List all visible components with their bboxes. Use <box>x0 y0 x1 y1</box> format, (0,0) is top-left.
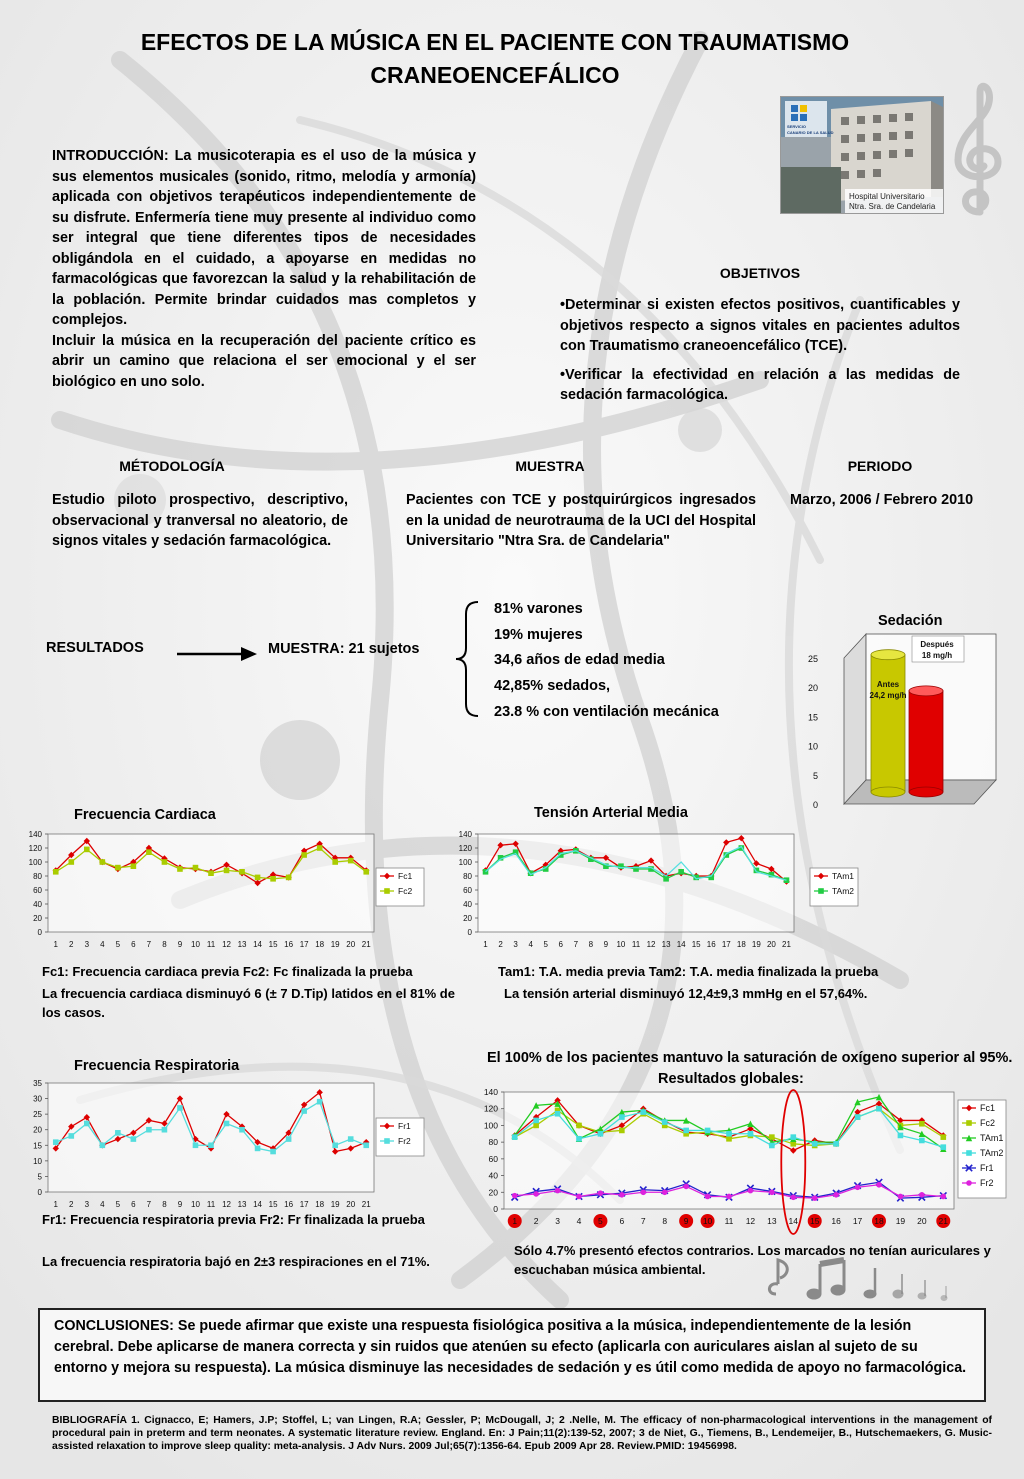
data-point <box>705 1194 711 1200</box>
x-tick-label: 12 <box>222 940 231 949</box>
data-point <box>317 1099 323 1105</box>
y-tick-label: 120 <box>28 844 42 853</box>
x-tick-label: 18 <box>315 1200 325 1209</box>
x-tick-label: 3 <box>513 940 518 949</box>
data-label: 24,2 mg/h <box>869 691 907 700</box>
x-tick-label: 20 <box>766 940 776 949</box>
periodo-heading: PERIODO <box>847 458 913 474</box>
y-tick-label: 40 <box>488 1170 498 1181</box>
legend-marker <box>966 1150 972 1156</box>
y-tick-label: 25 <box>807 654 818 664</box>
fr-chart-title: Frecuencia Respiratoria <box>74 1058 240 1074</box>
data-point <box>748 1131 754 1137</box>
data-point <box>662 1119 668 1125</box>
data-point <box>348 1136 354 1142</box>
sedacion-chart <box>796 628 1002 812</box>
data-point <box>833 1192 839 1198</box>
x-tick-label: 8 <box>162 1200 167 1209</box>
y-tick-label: 0 <box>37 928 42 937</box>
x-tick-label: 7 <box>146 940 152 949</box>
logo-caption-line1: Hospital Universitario <box>849 192 925 201</box>
data-point <box>286 875 292 881</box>
data-point <box>919 1138 925 1144</box>
x-tick-label: 5 <box>543 940 548 949</box>
legend-label: Fc1 <box>980 1103 996 1113</box>
x-tick-label: 17 <box>299 940 309 949</box>
legend-marker <box>384 888 390 894</box>
legend-label: TAm1 <box>980 1133 1004 1143</box>
data-point <box>555 1188 561 1194</box>
x-tick-label: 2 <box>498 940 503 949</box>
y-tick-label: 25 <box>33 1110 42 1120</box>
resultado-item: 42,85% sedados, <box>494 678 611 695</box>
data-point <box>748 1188 754 1194</box>
y-tick-label: 100 <box>28 858 42 867</box>
y-tick-label: 30 <box>33 1094 42 1104</box>
data-point <box>576 1194 582 1200</box>
data-point <box>255 1146 261 1152</box>
resultados-label: RESULTADOS <box>46 640 144 656</box>
y-tick-label: 40 <box>33 900 42 909</box>
hospital-logo <box>780 96 944 214</box>
data-point <box>678 869 684 875</box>
data-point <box>876 1182 882 1188</box>
data-point <box>663 876 669 882</box>
data-point <box>301 852 307 858</box>
data-point <box>726 1136 732 1142</box>
y-tick-label: 60 <box>463 886 472 895</box>
y-tick-label: 0 <box>467 928 472 937</box>
y-tick-label: 5 <box>37 1172 42 1182</box>
metodologia-heading: MÉTODOLOGÍA <box>119 458 225 474</box>
objetivos-heading: OBJETIVOS <box>719 265 801 281</box>
y-tick-label: 0 <box>812 800 818 810</box>
logo-caption-line2: Ntra. Sra. de Candelaria <box>849 202 936 211</box>
data-point <box>100 859 106 865</box>
x-tick-label: 10 <box>616 940 626 949</box>
y-tick-label: 0 <box>493 1204 498 1214</box>
y-tick-label: 20 <box>33 914 42 923</box>
x-tick-label: 20 <box>346 1200 356 1209</box>
data-point <box>84 1121 90 1127</box>
x-tick-label: 6 <box>131 1200 136 1209</box>
data-point <box>855 1184 861 1190</box>
global-note: Sólo 4.7% presentó efectos contrarios. Los marcados no tenían auriculares y escuchaban música ambiental. <box>514 1243 991 1277</box>
data-point <box>833 1141 839 1147</box>
data-point <box>84 847 90 853</box>
data-point <box>53 869 59 875</box>
data-point <box>705 1128 711 1134</box>
x-tick-label: 12 <box>646 940 656 949</box>
logo-brand-line2: CANARIO DE LA SALUD <box>787 130 834 135</box>
data-point <box>919 1121 925 1127</box>
x-tick-label: 19 <box>330 1200 340 1209</box>
data-point <box>193 865 199 871</box>
data-point <box>576 1136 582 1142</box>
data-label: Antes <box>876 680 900 689</box>
data-point <box>208 1142 214 1148</box>
data-point <box>512 1134 518 1140</box>
y-tick-label: 20 <box>463 914 472 923</box>
x-tick-label: 21 <box>938 1216 949 1226</box>
introduction-section <box>52 146 476 392</box>
data-point <box>662 1189 668 1195</box>
fc-chart <box>20 826 430 954</box>
objetivo-item-2: •Verificar la efectividad en relación a las medidas de sedación farmacológica. <box>560 366 960 403</box>
y-tick-label: 120 <box>483 1103 498 1114</box>
x-tick-label: 17 <box>721 940 731 949</box>
x-tick-label: 3 <box>555 1216 560 1226</box>
data-point <box>640 1189 646 1195</box>
resultados-list <box>494 597 719 726</box>
x-tick-label: 8 <box>662 1216 668 1226</box>
x-tick-label: 17 <box>299 1200 309 1209</box>
x-tick-label: 3 <box>84 1200 90 1209</box>
tam-note: La tensión arterial disminuyó 12,4±9,3 mmHg en el 57,64%. <box>504 986 868 1001</box>
fr-chart <box>20 1076 430 1210</box>
data-point <box>533 1123 539 1129</box>
y-tick-label: 60 <box>488 1153 498 1164</box>
x-tick-label: 11 <box>206 1200 216 1209</box>
data-point <box>919 1192 925 1198</box>
resultado-item: 34,6 años de edad media <box>494 652 665 669</box>
x-tick-label: 1 <box>53 1200 58 1209</box>
x-tick-label: 21 <box>782 940 791 949</box>
x-tick-label: 7 <box>146 1200 152 1209</box>
x-tick-label: 20 <box>346 940 356 949</box>
y-tick-label: 20 <box>488 1187 498 1198</box>
x-tick-label: 13 <box>237 940 247 949</box>
x-tick-label: 9 <box>603 940 609 949</box>
legend-label: TAm1 <box>832 871 855 881</box>
y-tick-label: 80 <box>488 1137 498 1148</box>
data-label: 18 mg/h <box>921 651 953 660</box>
x-tick-label: 14 <box>676 940 686 949</box>
data-point <box>255 875 261 881</box>
brace-icon <box>452 600 482 723</box>
x-tick-label: 9 <box>177 1200 183 1209</box>
data-point <box>619 1114 625 1120</box>
objetivos-list <box>560 295 960 406</box>
x-tick-label: 4 <box>576 1216 582 1226</box>
legend-label: Fr1 <box>980 1163 994 1173</box>
y-tick-label: 100 <box>458 858 472 867</box>
data-point <box>619 1128 625 1134</box>
data-point <box>512 1193 518 1199</box>
y-tick-label: 100 <box>483 1120 498 1131</box>
data-point <box>576 1123 582 1129</box>
x-tick-label: 5 <box>115 1200 121 1209</box>
fc-caption: Fc1: Frecuencia cardiaca previa Fc2: Fc finalizada la prueba <box>42 964 413 979</box>
data-point <box>683 1128 689 1134</box>
x-tick-label: 8 <box>588 940 594 949</box>
data-point <box>332 859 338 865</box>
data-point <box>239 869 245 875</box>
x-tick-label: 10 <box>702 1216 713 1226</box>
y-tick-label: 80 <box>33 872 42 881</box>
data-point <box>363 869 369 875</box>
data-point <box>940 1144 946 1150</box>
poster-title: EFECTOS DE LA MÚSICA EN EL PACIENTE CON TRAUMATISMO CRANEOENCEFÁLICO <box>140 29 850 88</box>
bibliografia: BIBLIOGRAFÍA 1. Cignacco, E; Hamers, J.P; Stoffel, L; van Lingen, R.A; Gessler, P; McDougall, J; 2 .Nelle, M. The efficacy of non-pharmacological interventions in the management of procedural pain in preterm and term neonates. A systematic literature review. England. En: J Pain;11(2):139-52, 2007; 3 de Niet, G., Tiemens, B., Lendemeijer, B., Hutschemaekers, G. Music-assisted relaxation to improve sleep quality: meta-analysis. J Adv Nurs. 2009 Jul;65(7):1356-64. Epub 2009 Apr 28. Review.PMID: 19456998. <box>52 1415 992 1452</box>
x-tick-label: 10 <box>191 940 200 949</box>
data-point <box>224 868 230 874</box>
data-point <box>898 1133 904 1139</box>
data-point <box>131 1136 137 1142</box>
x-tick-label: 18 <box>315 940 325 949</box>
data-point <box>940 1194 946 1200</box>
x-tick-label: 9 <box>177 940 183 949</box>
x-tick-label: 16 <box>831 1216 841 1226</box>
fc-chart-title: Frecuencia Cardiaca <box>74 807 216 823</box>
bar <box>909 691 943 792</box>
data-point <box>115 1130 121 1136</box>
metodologia-text: Estudio piloto prospectivo, descriptivo, observacional y tranversal no aleatorio, de signos vitales y sedación farmacológica. <box>52 492 348 549</box>
x-tick-label: 6 <box>619 1216 625 1226</box>
x-tick-label: 1 <box>483 940 488 949</box>
x-tick-label: 10 <box>191 1200 200 1209</box>
x-tick-label: 16 <box>284 940 294 949</box>
y-tick-label: 20 <box>33 1125 42 1135</box>
y-tick-label: 120 <box>458 844 472 853</box>
data-point <box>533 1118 539 1124</box>
legend-label: Fr2 <box>980 1178 994 1188</box>
data-point <box>131 863 137 869</box>
data-point <box>301 1108 307 1114</box>
data-point <box>769 1143 775 1149</box>
sedacion-title: Sedación <box>878 613 943 629</box>
data-point <box>270 1149 276 1155</box>
data-point <box>332 1142 338 1148</box>
x-tick-label: 7 <box>573 940 579 949</box>
data-point <box>68 1133 74 1139</box>
data-label: Después <box>920 640 954 649</box>
x-tick-label: 13 <box>237 1200 247 1209</box>
treble-clef-icon <box>950 82 1006 227</box>
fr-caption: Fr1: Frecuencia respiratoria previa Fr2: Fr finalizada la prueba <box>42 1212 425 1227</box>
data-point <box>146 1127 152 1133</box>
logo-brand-line1: SERVICIO <box>787 124 807 129</box>
data-point <box>769 1189 775 1195</box>
data-point <box>239 1127 245 1133</box>
saturacion-text: El 100% de los pacientes mantuvo la saturación de oxígeno superior al 95%. <box>487 1050 1013 1066</box>
fc-note: La frecuencia cardiaca disminuyó 6 (± 7 D.Tip) latidos en el 81% de los casos. <box>42 986 455 1020</box>
legend-label: Fr1 <box>398 1121 411 1131</box>
x-tick-label: 12 <box>745 1216 756 1226</box>
y-tick-label: 20 <box>807 683 818 694</box>
y-tick-label: 140 <box>28 830 42 839</box>
x-tick-label: 18 <box>736 940 746 949</box>
plot-area <box>478 834 794 932</box>
data-point <box>940 1134 946 1140</box>
data-point <box>619 1192 625 1198</box>
data-point <box>876 1106 882 1112</box>
x-tick-label: 13 <box>767 1216 777 1226</box>
x-tick-label: 14 <box>788 1216 799 1226</box>
y-tick-label: 40 <box>463 900 472 909</box>
x-tick-label: 7 <box>640 1216 646 1226</box>
y-tick-label: 60 <box>33 886 42 895</box>
x-tick-label: 6 <box>131 940 136 949</box>
x-tick-label: 12 <box>222 1200 231 1209</box>
conclusiones-box <box>38 1308 986 1402</box>
x-tick-label: 5 <box>115 940 121 949</box>
legend-marker <box>966 1180 972 1186</box>
x-tick-label: 16 <box>284 1200 294 1209</box>
x-tick-label: 19 <box>751 940 761 949</box>
x-tick-label: 19 <box>330 940 340 949</box>
x-tick-label: 14 <box>253 940 263 949</box>
x-tick-label: 1 <box>53 940 58 949</box>
fr-note: La frecuencia respiratoria bajó en 2±3 respiraciones en el 71%. <box>42 1254 430 1269</box>
periodo-text: Marzo, 2006 / Febrero 2010 <box>790 492 974 508</box>
x-tick-label: 18 <box>874 1216 884 1226</box>
x-tick-label: 15 <box>268 1200 278 1209</box>
data-point <box>812 1195 818 1201</box>
x-tick-label: 11 <box>724 1216 734 1226</box>
x-tick-label: 1 <box>512 1216 518 1226</box>
y-tick-label: 15 <box>807 712 818 723</box>
tam-chart <box>448 826 868 954</box>
data-point <box>683 1184 689 1190</box>
x-tick-label: 2 <box>69 1200 74 1209</box>
y-tick-label: 10 <box>33 1156 42 1166</box>
data-point <box>177 1105 183 1111</box>
resultados-muestra: MUESTRA: 21 sujetos <box>268 641 420 657</box>
bar <box>871 655 905 792</box>
data-point <box>598 1190 604 1196</box>
music-notes-icon <box>762 1254 972 1309</box>
y-tick-label: 5 <box>812 770 818 781</box>
data-point <box>208 870 214 876</box>
x-tick-label: 13 <box>661 940 671 949</box>
data-point <box>177 866 183 872</box>
data-point <box>53 1139 59 1145</box>
data-point <box>286 1136 292 1142</box>
tam-caption: Tam1: T.A. media previa Tam2: T.A. media finalizada la prueba <box>498 964 879 979</box>
legend-marker <box>818 888 824 894</box>
legend-label: Fr2 <box>398 1136 411 1146</box>
data-point <box>363 1142 369 1148</box>
x-tick-label: 16 <box>706 940 716 949</box>
muestra-text: Pacientes con TCE y postquirúrgicos ingresados en la unidad de neurotrauma de la UCI del Hospital Universitario "Ntra Sra. de Candelaria" <box>406 492 756 549</box>
conclusiones-text: CONCLUSIONES: Se puede afirmar que existe una respuesta fisiológica positiva a la música, independientemente de la lesión cerebral. Debe aplicarse de manera correcta y sin ruidos que atenúen su efecto (aplicarla con auriculares aislan al sujeto de su entorno y mejora su respuesta). La música disminuye las necesidades de sedación y es útil como medida de apoyo no farmacológica. <box>54 1318 967 1376</box>
legend-label: TAm2 <box>832 886 855 896</box>
x-tick-label: 21 <box>361 1200 371 1209</box>
x-tick-label: 11 <box>631 940 641 949</box>
global-chart <box>470 1084 1020 1236</box>
bar-base <box>909 787 943 797</box>
data-point <box>898 1194 904 1200</box>
x-tick-label: 15 <box>809 1216 820 1226</box>
introduction-paragraph-1: INTRODUCCIÓN: La musicoterapia es el uso de la música y sus elementos musicales (sonido, ritmo, melodía y armonía) aplicada con objetivos terapéuticos independientemente de su disfrute. Enfermería tiene muy presente al individuo como ser integral que tiene diferentes tipos de necesidades obligándola en el cuidado, a apoyarse en medidas no farmacológicas que favorezcan la salud y la rehabilitación de la población. Permite brindar cuidados mas completos y complejos. <box>52 148 476 328</box>
legend-marker <box>384 1138 390 1144</box>
y-tick-label: 10 <box>807 741 818 752</box>
data-point <box>855 1114 861 1120</box>
x-tick-label: 3 <box>84 940 90 949</box>
x-tick-label: 20 <box>917 1216 927 1226</box>
x-tick-label: 4 <box>100 940 105 949</box>
arrow-right-icon <box>177 646 257 667</box>
y-tick-label: 35 <box>33 1079 42 1088</box>
data-point <box>162 859 168 865</box>
legend-label: Fc1 <box>398 871 413 881</box>
data-point <box>533 1191 539 1197</box>
hospital-building-image <box>781 97 943 213</box>
data-point <box>555 1111 561 1117</box>
data-point <box>100 1142 106 1148</box>
data-point <box>790 1134 796 1140</box>
x-tick-label: 5 <box>598 1216 603 1226</box>
x-tick-label: 17 <box>852 1216 863 1226</box>
data-point <box>115 865 121 871</box>
x-tick-label: 14 <box>253 1200 263 1209</box>
x-tick-label: 4 <box>528 940 533 949</box>
data-point <box>317 845 323 851</box>
x-tick-label: 4 <box>100 1200 105 1209</box>
data-point <box>162 1127 168 1133</box>
data-point <box>790 1195 796 1201</box>
data-point <box>270 876 276 882</box>
muestra-heading: MUESTRA <box>515 458 585 474</box>
objetivo-item-1: •Determinar si existen efectos positivos, cuantificables y objetivos respecto a signos vitales en pacientes adultos con Traumatismo craneoencefálico (TCE). <box>560 297 960 354</box>
x-tick-label: 6 <box>558 940 563 949</box>
resultado-item: 19% mujeres <box>494 626 583 643</box>
tam-chart-title: Tensión Arterial Media <box>534 805 688 821</box>
global-chart-title: Resultados globales: <box>658 1071 804 1087</box>
legend-label: Fc2 <box>980 1118 996 1128</box>
x-tick-label: 19 <box>895 1216 906 1226</box>
resultado-item: 23.8 % con ventilación mecánica <box>494 703 719 720</box>
data-point <box>598 1131 604 1137</box>
introduction-paragraph-2: Incluir la música en la recuperación del paciente crítico es abrir un camino que relaciona el ser emocional y el ser biológico en uno solo. <box>52 332 476 390</box>
data-point <box>224 1121 230 1127</box>
data-point <box>193 1142 199 1148</box>
x-tick-label: 15 <box>691 940 701 949</box>
data-point <box>146 849 152 855</box>
data-point <box>640 1109 646 1115</box>
chart-side-wall <box>844 634 866 804</box>
x-tick-label: 9 <box>683 1216 689 1226</box>
data-point <box>348 858 354 864</box>
data-point <box>726 1194 732 1200</box>
y-tick-label: 80 <box>463 872 472 881</box>
y-tick-label: 140 <box>483 1087 498 1097</box>
bar-base <box>871 787 905 797</box>
data-point <box>68 859 74 865</box>
legend-marker <box>966 1120 972 1126</box>
bar-top <box>871 650 905 660</box>
bar-top <box>909 686 943 696</box>
x-tick-label: 2 <box>533 1216 539 1226</box>
y-tick-label: 140 <box>458 830 472 839</box>
x-tick-label: 2 <box>69 940 74 949</box>
x-tick-label: 21 <box>361 940 371 949</box>
legend-label: TAm2 <box>980 1148 1004 1158</box>
legend-label: Fc2 <box>398 886 413 896</box>
x-tick-label: 8 <box>162 940 167 949</box>
data-point <box>812 1141 818 1147</box>
y-tick-label: 15 <box>33 1141 42 1151</box>
y-tick-label: 0 <box>37 1188 42 1197</box>
x-tick-label: 15 <box>268 940 278 949</box>
x-tick-label: 11 <box>206 940 216 949</box>
resultado-item: 81% varones <box>494 601 583 617</box>
data-point <box>726 1131 732 1137</box>
